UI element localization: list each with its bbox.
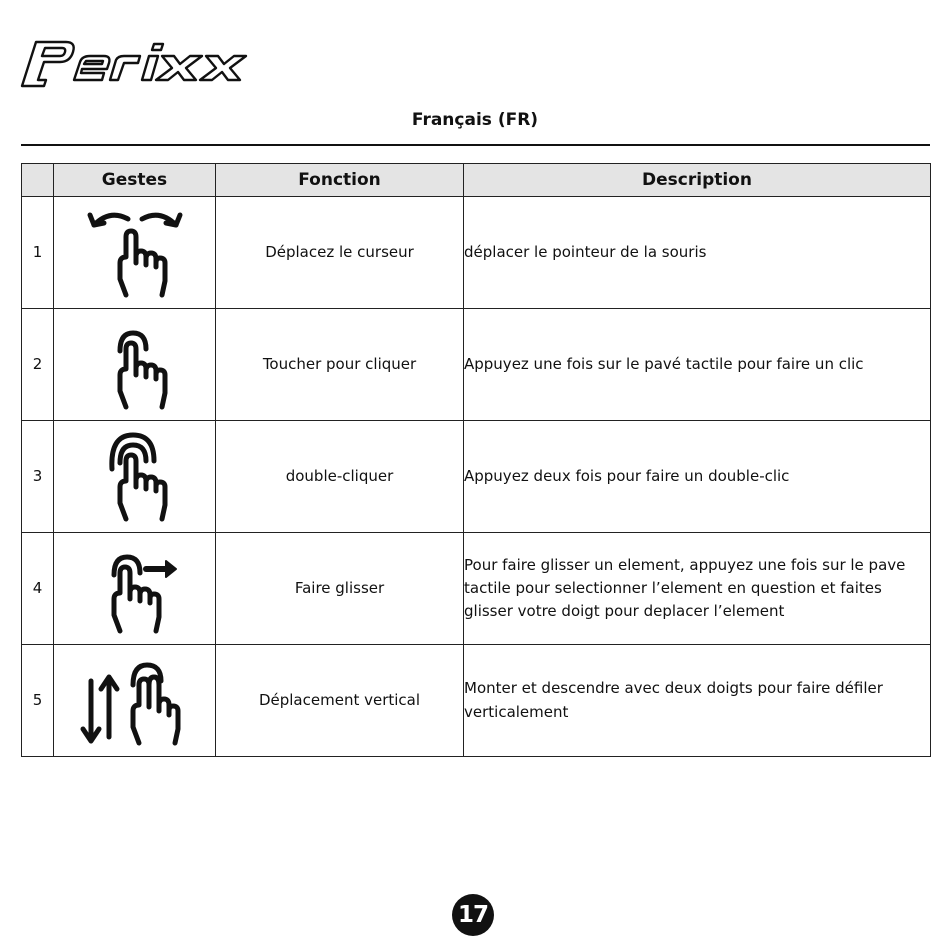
table-row (22, 533, 931, 645)
hand-tap-drag-icon (80, 539, 190, 639)
row-function: Faire glisser (216, 533, 464, 645)
row-description: Appuyez deux fois pour faire un double-clic (464, 421, 931, 533)
row-number: 4 (22, 533, 54, 645)
row-number: 1 (22, 197, 54, 309)
header-description: Description (464, 164, 931, 197)
table-row (22, 421, 931, 533)
perixx-logo (16, 30, 272, 92)
row-number: 5 (22, 645, 54, 757)
header-function: Fonction (216, 164, 464, 197)
row-function: Toucher pour cliquer (216, 309, 464, 421)
hand-swipe-left-right-icon (80, 203, 190, 303)
row-function: double-cliquer (216, 421, 464, 533)
table-row (22, 197, 931, 309)
row-number: 3 (22, 421, 54, 533)
table-row (22, 645, 931, 757)
gesture-table (21, 163, 931, 757)
row-description: Monter et descendre avec deux doigts pour faire défiler verticalement (464, 645, 931, 757)
row-function: Déplacement vertical (216, 645, 464, 757)
page-number-badge: 17 (452, 894, 494, 936)
header-gestures: Gestes (54, 164, 216, 197)
title-divider (21, 144, 930, 146)
row-description: déplacer le pointeur de la souris (464, 197, 931, 309)
row-number: 2 (22, 309, 54, 421)
page-title: Français (FR) (411, 110, 539, 130)
row-description: Pour faire glisser un element, appuyez une fois sur le pave tactile pour selectionner l’element en question et faites glisser votre doigt pour deplacer l’element (464, 533, 931, 645)
hand-tap-icon (80, 315, 190, 415)
row-function: Déplacez le curseur (216, 197, 464, 309)
row-description: Appuyez une fois sur le pavé tactile pour faire un clic (464, 309, 931, 421)
two-finger-vertical-scroll-icon (75, 651, 195, 751)
hand-double-tap-icon (80, 427, 190, 527)
table-row (22, 309, 931, 421)
header-number (22, 164, 54, 197)
table-header-row (22, 164, 931, 197)
